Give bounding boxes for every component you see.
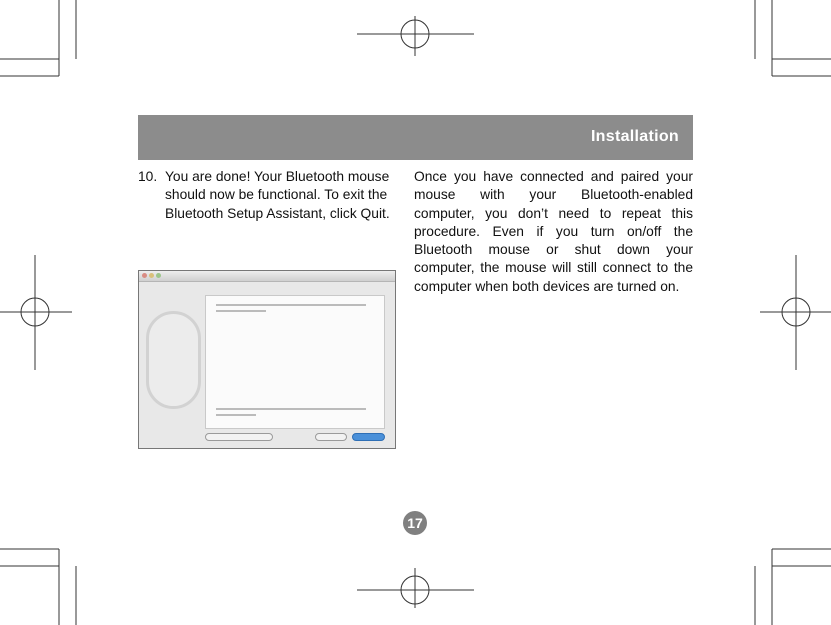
screenshot-titlebar	[139, 271, 395, 282]
quit-button	[352, 433, 385, 441]
section-header-bar	[138, 115, 693, 160]
setup-another-device-button	[205, 433, 273, 441]
step-number: 10.	[138, 169, 158, 184]
step-text: You are done! Your Bluetooth mouse should now be functional. To exit the Bluetooth Setup Assistant, click Quit.	[165, 169, 390, 221]
go-back-button	[315, 433, 347, 441]
mouse-illustration	[146, 311, 201, 409]
setup-assistant-screenshot	[138, 270, 396, 449]
page-number-badge: 17	[403, 511, 427, 535]
info-paragraph: Once you have connected and paired your mouse with your Bluetooth-enabled computer, you don’t need to repeat this procedure. Even if you turn on/off the Bluetooth mouse or shut down your computer, the mouse will still connect to the computer when both devices are turned on.	[414, 169, 693, 294]
section-title: Installation	[590, 128, 679, 145]
screenshot-content-panel	[205, 295, 385, 429]
